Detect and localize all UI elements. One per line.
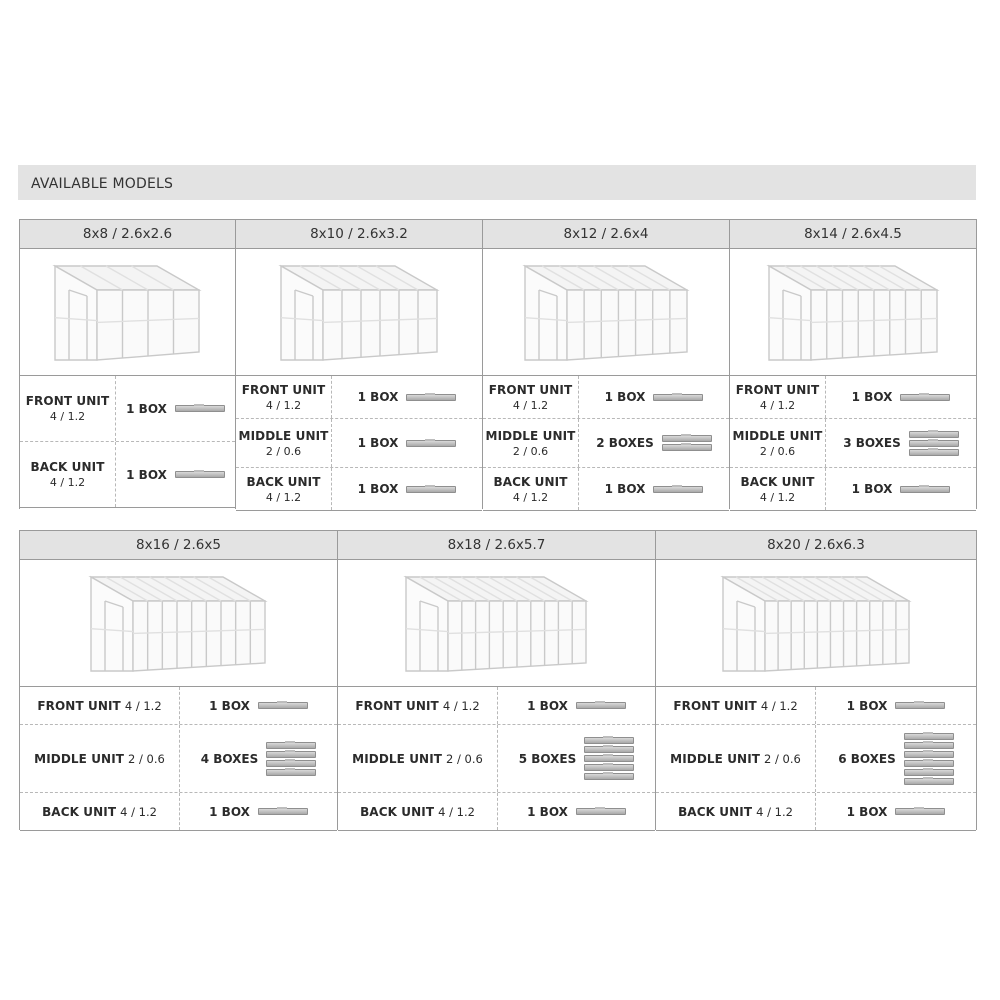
box-stack-icon [895, 701, 945, 710]
top-models-table [19, 219, 977, 509]
unit-label [730, 419, 826, 467]
unit-dimensions: 4 / 1.2 [759, 490, 796, 504]
unit-row [730, 419, 976, 468]
unit-dimensions: 4 / 1.2 [756, 804, 793, 819]
unit-label [483, 376, 579, 418]
box-count-label: 1 BOX [527, 698, 568, 713]
model-column [483, 220, 730, 509]
model-image [20, 249, 235, 376]
box-quantity [826, 376, 976, 418]
unit-label [338, 793, 498, 830]
unit-dimensions: 4 / 1.2 [265, 490, 302, 504]
box-stack-icon [653, 393, 703, 402]
unit-label [656, 687, 816, 724]
box-icon [266, 751, 316, 758]
unit-row [20, 793, 337, 831]
box-stack-icon [406, 393, 456, 402]
unit-name: FRONT UNIT [25, 394, 110, 408]
unit-name: MIDDLE UNIT [670, 751, 761, 766]
model-column [20, 531, 338, 830]
model-size-header: 8x18 / 2.6x5.7 [338, 531, 655, 560]
unit-row [656, 725, 976, 793]
unit-name: BACK UNIT [493, 474, 568, 489]
box-icon [904, 778, 954, 785]
unit-row [338, 687, 655, 725]
model-image [483, 249, 729, 376]
unit-name: FRONT UNIT [488, 382, 573, 397]
unit-name: BACK UNIT [360, 804, 435, 819]
box-stack-icon [895, 807, 945, 816]
box-stack-icon [900, 393, 950, 402]
unit-row [236, 376, 482, 419]
box-count-label: 1 BOX [851, 390, 893, 404]
box-icon [266, 769, 316, 776]
box-icon [266, 742, 316, 749]
box-quantity [116, 442, 235, 507]
box-icon [584, 737, 634, 744]
unit-dimensions: 2 / 0.6 [446, 751, 483, 766]
box-count-label: 1 BOX [209, 698, 250, 713]
unit-dimensions: 4 / 1.2 [265, 398, 302, 412]
unit-name: FRONT UNIT [37, 698, 121, 713]
greenhouse-illustration [719, 569, 915, 677]
unit-dimensions: 4 / 1.2 [120, 804, 157, 819]
box-icon [909, 440, 959, 447]
unit-dimensions: 4 / 1.2 [512, 490, 549, 504]
model-image [236, 249, 482, 376]
box-quantity [332, 468, 482, 510]
section-banner [18, 165, 976, 200]
greenhouse-illustration [87, 569, 271, 677]
unit-dimensions: 4 / 1.2 [759, 398, 796, 412]
greenhouse-illustration [277, 258, 443, 366]
unit-label [20, 793, 180, 830]
box-stack-icon [576, 701, 626, 710]
box-icon [909, 431, 959, 438]
box-quantity [579, 468, 729, 510]
model-image [656, 560, 976, 687]
page-title: AVAILABLE MODELS [31, 176, 174, 192]
box-icon [904, 733, 954, 740]
model-size-header: 8x10 / 2.6x3.2 [236, 220, 482, 249]
unit-name: FRONT UNIT [241, 382, 326, 397]
box-icon [909, 449, 959, 456]
box-icon [904, 742, 954, 749]
box-icon [653, 486, 703, 493]
unit-label [338, 687, 498, 724]
box-count-label: 5 BOXES [518, 751, 577, 766]
box-icon [900, 394, 950, 401]
greenhouse-illustration [765, 258, 943, 366]
unit-row [730, 468, 976, 511]
unit-row [483, 376, 729, 419]
unit-label [656, 725, 816, 792]
unit-label [236, 376, 332, 418]
box-quantity [826, 419, 976, 467]
box-icon [258, 702, 308, 709]
box-icon [900, 486, 950, 493]
unit-label [20, 442, 116, 507]
unit-dimensions: 4 / 1.2 [760, 698, 798, 713]
box-count-label: 1 BOX [209, 804, 250, 819]
unit-dimensions: 2 / 0.6 [764, 751, 801, 766]
unit-label [730, 468, 826, 510]
box-icon [584, 773, 634, 780]
box-icon [895, 702, 945, 709]
unit-label [483, 419, 579, 467]
box-quantity [116, 376, 235, 441]
box-count-label: 1 BOX [604, 390, 646, 404]
unit-row [20, 442, 235, 508]
unit-name: BACK UNIT [42, 804, 117, 819]
unit-row [338, 793, 655, 831]
unit-row [338, 725, 655, 793]
bottom-models-table [19, 530, 977, 830]
unit-name: FRONT UNIT [355, 698, 439, 713]
box-quantity [579, 376, 729, 418]
box-stack-icon [258, 807, 308, 816]
unit-label [483, 468, 579, 510]
unit-name: BACK UNIT [30, 460, 105, 474]
unit-dimensions: 2 / 0.6 [759, 444, 796, 458]
box-count-label: 1 BOX [604, 482, 646, 496]
unit-name: FRONT UNIT [735, 382, 820, 397]
box-stack-icon [653, 485, 703, 494]
box-icon [904, 751, 954, 758]
box-icon [653, 394, 703, 401]
unit-row [236, 419, 482, 468]
model-column [656, 531, 977, 830]
box-count-label: 1 BOX [357, 390, 399, 404]
unit-label [236, 419, 332, 467]
unit-dimensions: 4 / 1.2 [442, 698, 480, 713]
model-column [730, 220, 977, 509]
unit-row [20, 687, 337, 725]
box-quantity [498, 793, 655, 830]
box-quantity [180, 687, 337, 724]
box-quantity [180, 725, 337, 792]
unit-row [236, 468, 482, 511]
box-stack-icon [175, 470, 225, 479]
unit-dimensions: 2 / 0.6 [512, 444, 549, 458]
unit-row [730, 376, 976, 419]
box-icon [584, 746, 634, 753]
unit-name: MIDDLE UNIT [238, 428, 329, 443]
unit-dimensions: 2 / 0.6 [265, 444, 302, 458]
unit-name: FRONT UNIT [673, 698, 757, 713]
box-icon [258, 808, 308, 815]
unit-name: MIDDLE UNIT [485, 428, 576, 443]
box-count-label: 3 BOXES [843, 436, 901, 450]
unit-dimensions: 2 / 0.6 [128, 751, 165, 766]
box-count-label: 1 BOX [851, 482, 893, 496]
model-column [236, 220, 483, 509]
box-quantity [498, 687, 655, 724]
box-icon [904, 769, 954, 776]
box-stack-icon [175, 404, 225, 413]
unit-name: MIDDLE UNIT [732, 428, 823, 443]
box-icon [576, 702, 626, 709]
box-stack-icon [909, 430, 959, 457]
box-icon [662, 444, 712, 451]
greenhouse-illustration [51, 258, 205, 366]
unit-label [730, 376, 826, 418]
box-stack-icon [904, 732, 954, 786]
box-icon [266, 760, 316, 767]
box-quantity [498, 725, 655, 792]
box-quantity [332, 419, 482, 467]
box-stack-icon [900, 485, 950, 494]
unit-row [656, 793, 976, 831]
box-quantity [332, 376, 482, 418]
unit-row [656, 687, 976, 725]
box-quantity [826, 468, 976, 510]
model-size-header: 8x14 / 2.6x4.5 [730, 220, 976, 249]
model-image [338, 560, 655, 687]
model-size-header: 8x8 / 2.6x2.6 [20, 220, 235, 249]
box-stack-icon [406, 439, 456, 448]
box-stack-icon [662, 434, 712, 452]
model-size-header: 8x16 / 2.6x5 [20, 531, 337, 560]
unit-dimensions: 4 / 1.2 [512, 398, 549, 412]
box-quantity [816, 725, 976, 792]
box-count-label: 2 BOXES [596, 436, 654, 450]
box-count-label: 1 BOX [357, 482, 399, 496]
model-size-header: 8x12 / 2.6x4 [483, 220, 729, 249]
box-count-label: 1 BOX [357, 436, 399, 450]
box-quantity [579, 419, 729, 467]
unit-row [20, 376, 235, 442]
unit-label [20, 376, 116, 441]
unit-label [20, 725, 180, 792]
box-icon [895, 808, 945, 815]
box-count-label: 1 BOX [126, 401, 167, 416]
unit-label [20, 687, 180, 724]
unit-name: BACK UNIT [246, 474, 321, 489]
box-count-label: 4 BOXES [200, 751, 259, 766]
box-count-label: 1 BOX [846, 698, 888, 713]
model-image [20, 560, 337, 687]
box-icon [175, 405, 225, 412]
box-quantity [816, 793, 976, 830]
box-icon [584, 764, 634, 771]
unit-name: BACK UNIT [740, 474, 815, 489]
box-icon [406, 394, 456, 401]
greenhouse-illustration [402, 569, 592, 677]
box-stack-icon [266, 741, 316, 777]
unit-label [338, 725, 498, 792]
box-icon [662, 435, 712, 442]
model-size-header: 8x20 / 2.6x6.3 [656, 531, 976, 560]
box-count-label: 1 BOX [126, 467, 167, 482]
unit-dimensions: 4 / 1.2 [438, 804, 475, 819]
greenhouse-illustration [521, 258, 693, 366]
box-stack-icon [584, 736, 634, 781]
box-icon [584, 755, 634, 762]
box-icon [406, 486, 456, 493]
box-icon [175, 471, 225, 478]
box-icon [576, 808, 626, 815]
unit-dimensions: 4 / 1.2 [49, 410, 86, 423]
box-quantity [816, 687, 976, 724]
unit-dimensions: 4 / 1.2 [124, 698, 162, 713]
box-quantity [180, 793, 337, 830]
box-count-label: 1 BOX [527, 804, 568, 819]
unit-row [20, 725, 337, 793]
box-stack-icon [576, 807, 626, 816]
unit-name: MIDDLE UNIT [352, 751, 443, 766]
box-stack-icon [258, 701, 308, 710]
unit-row [483, 468, 729, 511]
unit-label [656, 793, 816, 830]
unit-dimensions: 4 / 1.2 [49, 476, 86, 489]
model-image [730, 249, 976, 376]
unit-name: MIDDLE UNIT [34, 751, 125, 766]
box-count-label: 1 BOX [846, 804, 888, 819]
unit-row [483, 419, 729, 468]
unit-label [236, 468, 332, 510]
box-stack-icon [406, 485, 456, 494]
model-column [338, 531, 656, 830]
box-icon [406, 440, 456, 447]
unit-name: BACK UNIT [678, 804, 753, 819]
box-count-label: 6 BOXES [838, 751, 896, 766]
model-column [20, 220, 236, 509]
box-icon [904, 760, 954, 767]
